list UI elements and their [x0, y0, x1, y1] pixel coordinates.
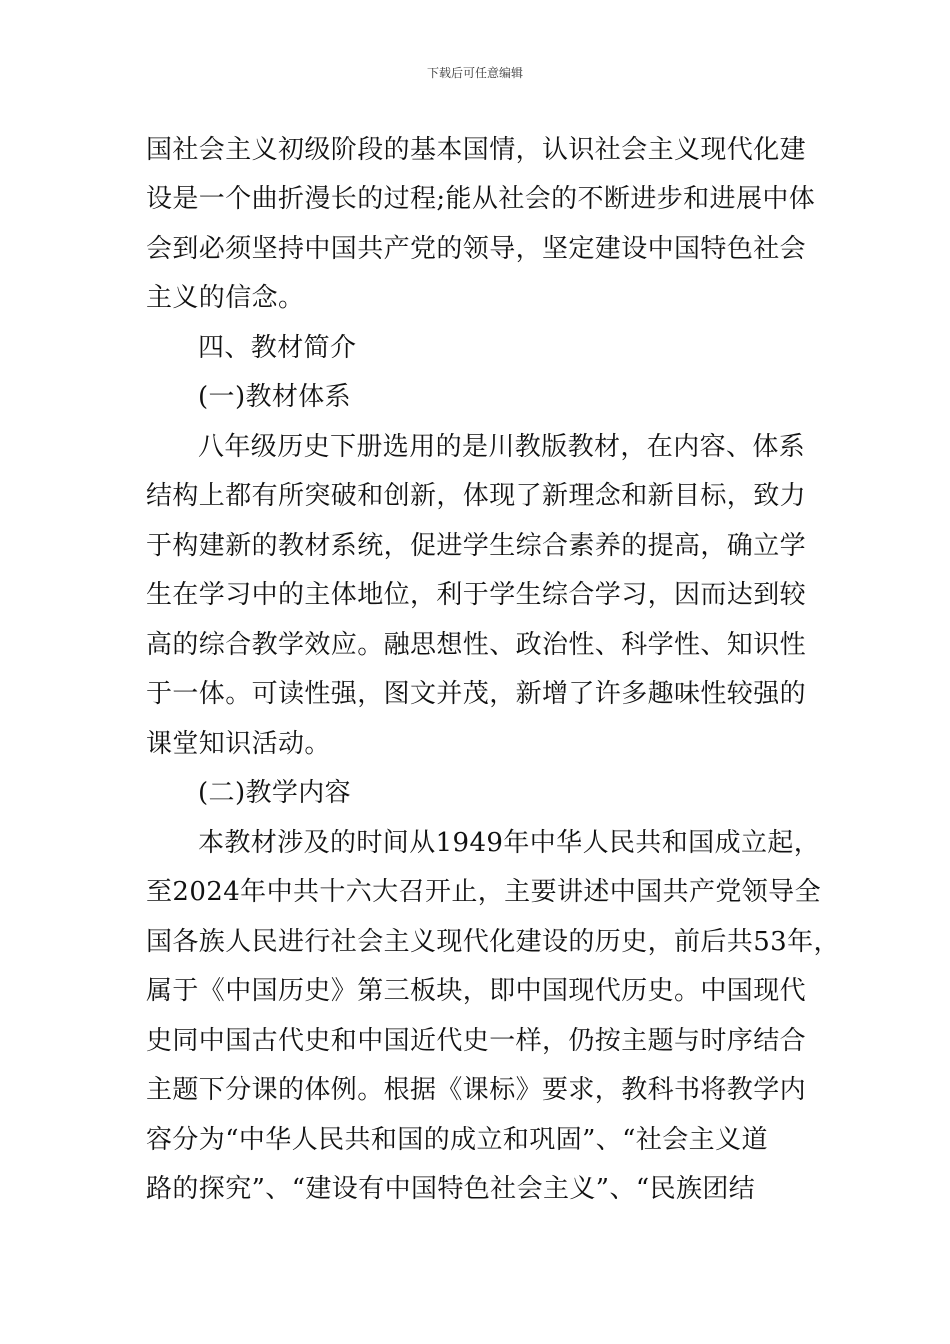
subsection-heading: (一)教材体系	[198, 382, 352, 412]
text-line: 生在学习中的主体地位，利于学生综合学习，因而达到较	[146, 580, 807, 610]
text-line: 结构上都有所突破和创新，体现了新理念和新目标，致力	[146, 481, 807, 511]
text-line: 会到必须坚持中国共产党的领导，坚定建设中国特色社会	[146, 234, 807, 264]
subsection-heading: (二)教学内容	[198, 778, 352, 808]
page-header: 下载后可任意编辑	[426, 66, 523, 80]
text-line: 史同中国古代史和中国近代史一样，仍按主题与时序结合	[146, 1026, 807, 1056]
text-line: 高的综合教学效应。融思想性、政治性、科学性、知识性	[146, 630, 807, 660]
text-line: 课堂知识活动。	[146, 729, 331, 759]
text-line: 主义的信念。	[146, 283, 305, 313]
text-line: 于一体。可读性强，图文并茂，新增了许多趣味性较强的	[146, 679, 807, 709]
text-line: 设是一个曲折漫长的过程;能从社会的不断进步和进展中体	[146, 184, 816, 214]
text-line: 国各族人民进行社会主义现代化建设的历史，前后共53年，	[146, 927, 840, 957]
section-heading: 四、教材简介	[198, 333, 357, 363]
paragraph-start: 八年级历史下册选用的是川教版教材，在内容、体系	[198, 432, 806, 462]
text-line: 主题下分课的体例。根据《课标》要求，教科书将教学内	[146, 1075, 807, 1105]
text-line: 容分为“中华人民共和国的成立和巩固”、“社会主义道	[146, 1125, 768, 1155]
text-line: 至2024年中共十六大召开止，主要讲述中国共产党领导全	[146, 877, 821, 907]
paragraph-start: 本教材涉及的时间从1949年中华人民共和国成立起，	[198, 828, 821, 858]
text-line: 属于《中国历史》第三板块，即中国现代历史。中国现代	[146, 976, 807, 1006]
text-line: 路的探究”、“建设有中国特色社会主义”、“民族团结	[146, 1174, 756, 1204]
text-line: 于构建新的教材系统，促进学生综合素养的提高，确立学	[146, 531, 807, 561]
text-line: 国社会主义初级阶段的基本国情，认识社会主义现代化建	[146, 135, 807, 165]
